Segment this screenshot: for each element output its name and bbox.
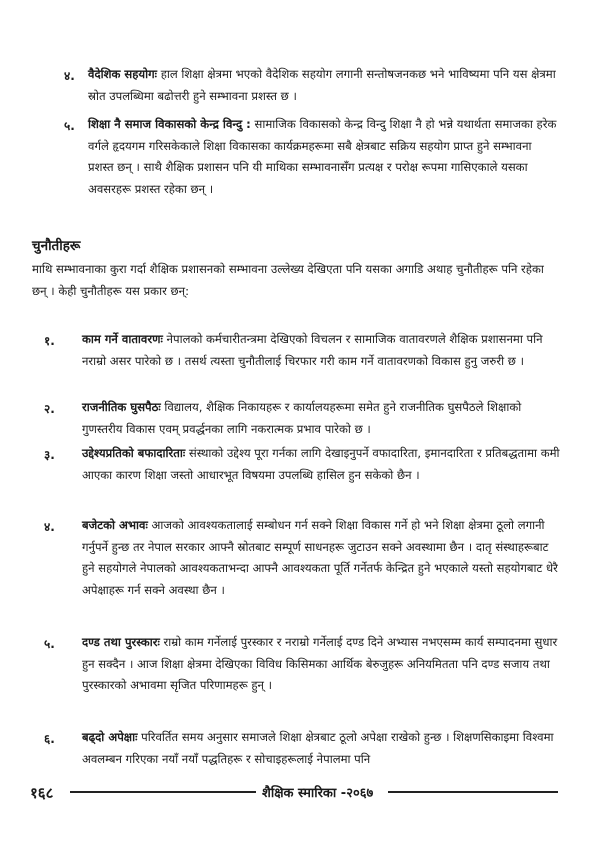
list-item — [88, 64, 558, 107]
item-lead: राजनीतिक घुसपैठः — [82, 400, 161, 414]
page-footer — [0, 781, 595, 811]
item-lead: शिक्षा नै समाज विकासको केन्द्र विन्दु : — [88, 117, 251, 131]
item-number: ४. — [44, 520, 55, 534]
item-number: ३. — [44, 448, 55, 462]
item-text: सामाजिक विकासको केन्द्र विन्दु शिक्षा नै हो भन्ने यथार्थता समाजका हरेक वर्गले हृदयगम गरिसकेकाले शिक्षा विकासका कार्यक्रमहरूमा सबै क्षेत्रबाट सक्रिय सहयोग प्राप्त हुने सम्भावना प्रशस्त छन् । साथै शैक्षिक प्रशासन पनि यी माथिका सम्भावनासँग प्रत्यक्ष र परोक्ष रूपमा गासिएकाले यसका अवसरहरू प्रशस्त रहेका छन् । — [88, 117, 557, 196]
list-item — [82, 397, 562, 440]
list-item — [82, 329, 562, 372]
list-item — [82, 632, 562, 697]
list-item — [82, 443, 562, 486]
item-text: हाल शिक्षा क्षेत्रमा भएको वैदेशिक सहयोग लगानी सन्तोषजनकछ भने भाविष्यमा पनि यस क्षेत्रमा स्रोत उपलब्धिमा बढोत्तरी हुने सम्भावना प्रशस्त छ । — [88, 67, 556, 103]
item-number: ५. — [44, 637, 55, 651]
item-text: राम्रो काम गर्नेलाई पुरस्कार र नराम्रो गर्नेलाई दण्ड दिने अभ्यास नभएसम्म कार्य सम्पादनमा सुधार हुन सक्दैन । आज शिक्षा क्षेत्रमा देखिएका विविध किसिमका आर्थिक बेरुजुहरू अनियमितता पनि दण्ड सजाय तथा पुरस्कारको अभावमा सृजित परिणामहरू हुन् । — [82, 635, 558, 692]
item-text: आजको आवश्यकतालाई सम्बोधन गर्न सक्ने शिक्षा विकास गर्ने हो भने शिक्षा क्षेत्रमा ठूलो लगानी गर्नुपर्ने हुन्छ तर नेपाल सरकार आफ्नै स्रोतबाट सम्पूर्ण साधनहरू जुटाउन सक्ने अवस्थामा छैन । दातृ संस्थाहरूबाट हुने सहयोगले नेपालको आवश्यकताभन्दा आफ्नै आवश्यकता पूर्ति गर्नेतर्फ केन्द्रित हुने भएकाले यस्तो सहयोगबाट धेरै अपेक्षाहरू गर्न सक्ने अवस्था छैन । — [82, 518, 558, 597]
list-item — [82, 727, 562, 770]
item-lead: काम गर्ने वातावरणः — [82, 332, 163, 346]
item-lead: बजेटको अभावः — [82, 518, 148, 532]
item-number: ५. — [64, 119, 75, 133]
item-number: २. — [44, 402, 55, 416]
page-number: १६८ — [30, 784, 54, 802]
item-lead: वैदेशिक सहयोगः — [88, 67, 158, 81]
item-text: परिवर्तित समय अनुसार समाजले शिक्षा क्षेत्रबाट ठूलो अपेक्षा राखेको हुन्छ । शिक्षणसिकाइमा विश्वमा अवलम्बन गरिएका नयाँ नयाँ पद्धतिहरू र सोचाइहरूलाई नेपालमा पनि — [82, 730, 554, 766]
item-lead: बढ्दो अपेक्षाः — [82, 730, 138, 744]
list-item — [88, 114, 558, 200]
item-number: ४. — [64, 69, 75, 83]
list-item — [82, 515, 562, 601]
publication-title: शैक्षिक स्मारिका -२०६७ — [262, 786, 374, 801]
section-intro: माथि सम्भावनाका कुरा गर्दा शैक्षिक प्रशासनको सम्भावना उल्लेख्य देखिएता पनि यसका अगाडि अथाह चुनौतीहरू पनि रहेका छन् । केही चुनौतीहरू यस प्रकार छन्: — [32, 262, 544, 298]
footer-rule-left — [70, 791, 256, 793]
item-text: संस्थाको उद्देश्य पूरा गर्नका लागि देखाइनुपर्ने वफादारिता, इमानदारिता र प्रतिबद्धतामा कमी आएका कारण शिक्षा जस्तो आधारभूत विषयमा उपलब्धि हासिल हुन सकेको छैन । — [82, 446, 560, 482]
item-number: ६. — [44, 732, 55, 746]
item-text: नेपालको कर्मचारीतन्त्रमा देखिएको विचलन र सामाजिक वातावरणले शैक्षिक प्रशासनमा पनि नराम्रो असर पारेको छ । तसर्थ त्यस्ता चुनौतीलाई चिरफार गरी काम गर्ने वातावरणको विकास हुनु जरुरी छ । — [82, 332, 543, 368]
item-text: विद्यालय, शैक्षिक निकायहरू र कार्यालयहरूमा समेत हुने राजनीतिक घुसपैठले शिक्षाको गुणस्तरीय विकास एवम् प्रवर्द्धनका लागि नकरात्मक प्रभाव पारेको छ । — [82, 400, 522, 436]
item-lead: दण्ड तथा पुरस्कारः — [82, 635, 160, 649]
item-number: १. — [44, 334, 55, 348]
item-lead: उद्देश्यप्रतिको बफादारिताः — [82, 446, 186, 460]
footer-rule-right — [388, 791, 558, 793]
section-heading: चुनौतीहरू — [32, 238, 81, 254]
